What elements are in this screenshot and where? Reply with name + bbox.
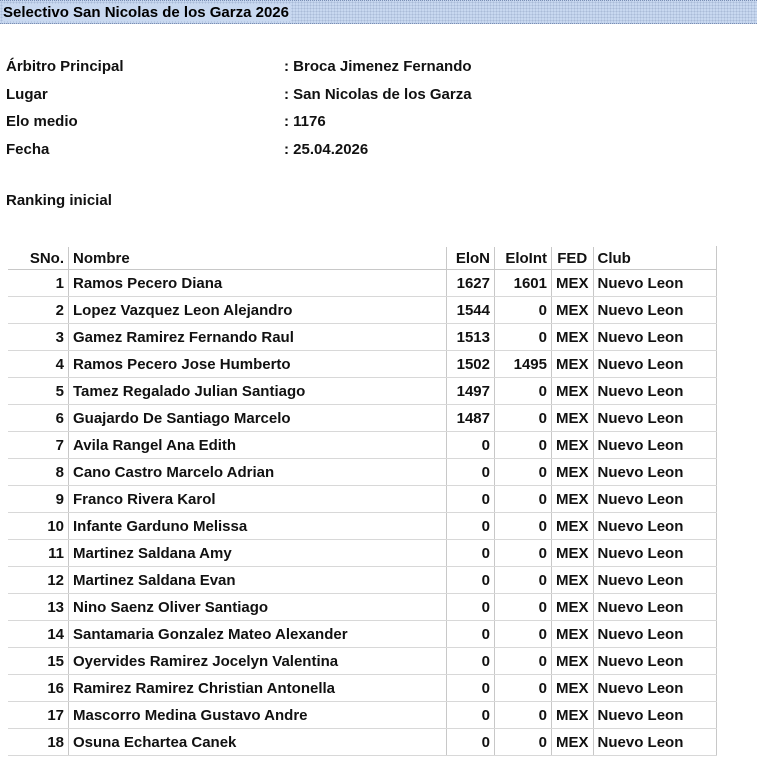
cell-club: Nuevo Leon xyxy=(593,567,716,594)
cell-elon: 0 xyxy=(447,513,495,540)
ranking-table xyxy=(8,246,717,756)
cell-sno: 7 xyxy=(8,432,69,459)
cell-eloint: 0 xyxy=(495,432,552,459)
cell-elon: 1627 xyxy=(447,270,495,297)
cell-sno: 17 xyxy=(8,702,69,729)
cell-club: Nuevo Leon xyxy=(593,648,716,675)
cell-fed: MEX xyxy=(552,324,594,351)
cell-name: Gamez Ramirez Fernando Raul xyxy=(69,324,447,351)
cell-elon: 1513 xyxy=(447,324,495,351)
cell-eloint: 0 xyxy=(495,729,552,756)
cell-club: Nuevo Leon xyxy=(593,297,716,324)
table-row xyxy=(8,486,716,513)
cell-elon: 0 xyxy=(447,675,495,702)
cell-eloint: 1601 xyxy=(495,270,552,297)
cell-fed: MEX xyxy=(552,351,594,378)
cell-sno: 6 xyxy=(8,405,69,432)
info-value-place: : San Nicolas de los Garza xyxy=(284,86,472,103)
table-row xyxy=(8,567,716,594)
cell-sno: 13 xyxy=(8,594,69,621)
cell-sno: 2 xyxy=(8,297,69,324)
cell-elon: 0 xyxy=(447,729,495,756)
cell-eloint: 0 xyxy=(495,567,552,594)
cell-eloint: 0 xyxy=(495,648,552,675)
cell-club: Nuevo Leon xyxy=(593,675,716,702)
cell-name: Santamaria Gonzalez Mateo Alexander xyxy=(69,621,447,648)
cell-elon: 0 xyxy=(447,486,495,513)
cell-sno: 8 xyxy=(8,459,69,486)
cell-name: Avila Rangel Ana Edith xyxy=(69,432,447,459)
cell-sno: 5 xyxy=(8,378,69,405)
cell-fed: MEX xyxy=(552,702,594,729)
cell-name: Cano Castro Marcelo Adrian xyxy=(69,459,447,486)
cell-fed: MEX xyxy=(552,621,594,648)
table-row xyxy=(8,675,716,702)
cell-eloint: 0 xyxy=(495,378,552,405)
cell-fed: MEX xyxy=(552,459,594,486)
table-row xyxy=(8,513,716,540)
col-header-club: Club xyxy=(593,247,716,270)
cell-name: Mascorro Medina Gustavo Andre xyxy=(69,702,447,729)
cell-sno: 10 xyxy=(8,513,69,540)
info-label-place: Lugar xyxy=(6,86,48,103)
cell-eloint: 0 xyxy=(495,297,552,324)
cell-fed: MEX xyxy=(552,675,594,702)
cell-elon: 0 xyxy=(447,459,495,486)
cell-club: Nuevo Leon xyxy=(593,432,716,459)
cell-name: Oyervides Ramirez Jocelyn Valentina xyxy=(69,648,447,675)
cell-club: Nuevo Leon xyxy=(593,351,716,378)
table-body xyxy=(8,270,716,756)
cell-elon: 1497 xyxy=(447,378,495,405)
table-row xyxy=(8,432,716,459)
info-value-elo-avg: : 1176 xyxy=(284,113,326,130)
table-row xyxy=(8,270,716,297)
cell-name: Infante Garduno Melissa xyxy=(69,513,447,540)
table-row xyxy=(8,351,716,378)
table-row xyxy=(8,702,716,729)
cell-club: Nuevo Leon xyxy=(593,459,716,486)
cell-fed: MEX xyxy=(552,648,594,675)
table-row xyxy=(8,297,716,324)
cell-eloint: 0 xyxy=(495,594,552,621)
cell-name: Tamez Regalado Julian Santiago xyxy=(69,378,447,405)
cell-fed: MEX xyxy=(552,594,594,621)
info-value-date: : 25.04.2026 xyxy=(284,141,369,158)
cell-fed: MEX xyxy=(552,540,594,567)
cell-name: Osuna Echartea Canek xyxy=(69,729,447,756)
table-row xyxy=(8,459,716,486)
table-row xyxy=(8,729,716,756)
cell-elon: 1544 xyxy=(447,297,495,324)
section-title: Ranking inicial xyxy=(6,192,112,209)
cell-fed: MEX xyxy=(552,297,594,324)
table-row xyxy=(8,378,716,405)
table-row xyxy=(8,405,716,432)
info-label-date: Fecha xyxy=(6,141,50,158)
cell-sno: 3 xyxy=(8,324,69,351)
cell-elon: 1487 xyxy=(447,405,495,432)
cell-eloint: 1495 xyxy=(495,351,552,378)
cell-elon: 0 xyxy=(447,621,495,648)
cell-club: Nuevo Leon xyxy=(593,702,716,729)
cell-name: Ramos Pecero Diana xyxy=(69,270,447,297)
cell-eloint: 0 xyxy=(495,486,552,513)
table-row xyxy=(8,621,716,648)
col-header-sno: SNo. xyxy=(8,247,69,270)
cell-name: Ramirez Ramirez Christian Antonella xyxy=(69,675,447,702)
cell-fed: MEX xyxy=(552,513,594,540)
cell-fed: MEX xyxy=(552,270,594,297)
cell-elon: 0 xyxy=(447,648,495,675)
cell-sno: 12 xyxy=(8,567,69,594)
cell-club: Nuevo Leon xyxy=(593,513,716,540)
cell-name: Martinez Saldana Amy xyxy=(69,540,447,567)
cell-name: Franco Rivera Karol xyxy=(69,486,447,513)
cell-elon: 0 xyxy=(447,567,495,594)
cell-eloint: 0 xyxy=(495,540,552,567)
cell-eloint: 0 xyxy=(495,459,552,486)
cell-club: Nuevo Leon xyxy=(593,270,716,297)
cell-club: Nuevo Leon xyxy=(593,540,716,567)
info-value-arbiter: : Broca Jimenez Fernando xyxy=(284,58,472,75)
cell-eloint: 0 xyxy=(495,621,552,648)
cell-elon: 0 xyxy=(447,702,495,729)
cell-sno: 9 xyxy=(8,486,69,513)
cell-fed: MEX xyxy=(552,378,594,405)
cell-sno: 15 xyxy=(8,648,69,675)
cell-name: Martinez Saldana Evan xyxy=(69,567,447,594)
col-header-elon: EloN xyxy=(447,247,495,270)
cell-elon: 0 xyxy=(447,540,495,567)
table-row xyxy=(8,324,716,351)
cell-fed: MEX xyxy=(552,405,594,432)
cell-club: Nuevo Leon xyxy=(593,729,716,756)
cell-elon: 0 xyxy=(447,432,495,459)
cell-elon: 1502 xyxy=(447,351,495,378)
cell-club: Nuevo Leon xyxy=(593,486,716,513)
cell-club: Nuevo Leon xyxy=(593,621,716,648)
cell-sno: 14 xyxy=(8,621,69,648)
info-label-arbiter: Árbitro Principal xyxy=(6,58,124,75)
cell-fed: MEX xyxy=(552,729,594,756)
table-row xyxy=(8,540,716,567)
cell-sno: 1 xyxy=(8,270,69,297)
cell-fed: MEX xyxy=(552,432,594,459)
col-header-eloint: EloInt xyxy=(495,247,552,270)
cell-fed: MEX xyxy=(552,486,594,513)
cell-fed: MEX xyxy=(552,567,594,594)
info-label-elo-avg: Elo medio xyxy=(6,113,78,130)
col-header-name: Nombre xyxy=(69,247,447,270)
table-row xyxy=(8,648,716,675)
page-title: Selectivo San Nicolas de los Garza 2026 xyxy=(3,4,289,21)
cell-club: Nuevo Leon xyxy=(593,594,716,621)
cell-eloint: 0 xyxy=(495,405,552,432)
table-row xyxy=(8,594,716,621)
cell-sno: 18 xyxy=(8,729,69,756)
cell-eloint: 0 xyxy=(495,675,552,702)
cell-name: Ramos Pecero Jose Humberto xyxy=(69,351,447,378)
cell-sno: 16 xyxy=(8,675,69,702)
cell-eloint: 0 xyxy=(495,513,552,540)
cell-eloint: 0 xyxy=(495,702,552,729)
cell-name: Lopez Vazquez Leon Alejandro xyxy=(69,297,447,324)
table-header-row xyxy=(8,247,716,270)
cell-eloint: 0 xyxy=(495,324,552,351)
cell-club: Nuevo Leon xyxy=(593,324,716,351)
cell-club: Nuevo Leon xyxy=(593,378,716,405)
cell-name: Nino Saenz Oliver Santiago xyxy=(69,594,447,621)
cell-sno: 11 xyxy=(8,540,69,567)
title-bar xyxy=(0,0,757,24)
cell-sno: 4 xyxy=(8,351,69,378)
cell-name: Guajardo De Santiago Marcelo xyxy=(69,405,447,432)
cell-elon: 0 xyxy=(447,594,495,621)
col-header-fed: FED xyxy=(552,247,594,270)
cell-club: Nuevo Leon xyxy=(593,405,716,432)
